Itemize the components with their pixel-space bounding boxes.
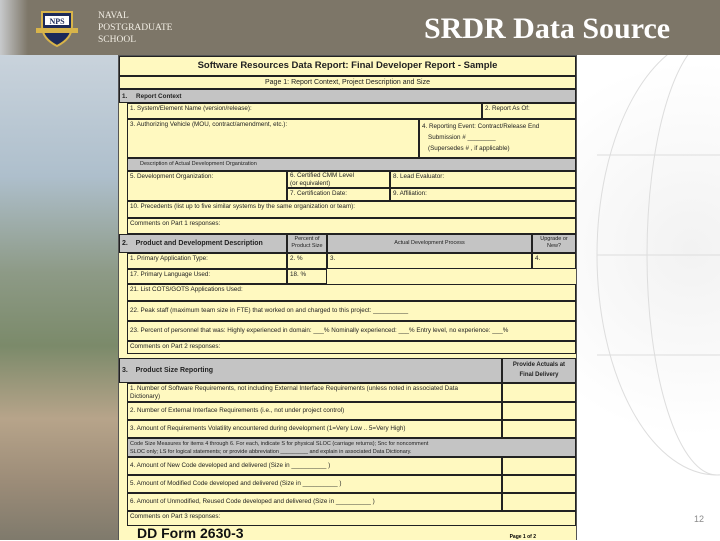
field-personnel-experience[interactable]: 23. Percent of personnel that was: Highly experienced in domain: ___% Nominally experienced: ___% Entry level, no experience: ___%	[127, 321, 576, 341]
value-ext-interface[interactable]	[502, 402, 576, 420]
field-dev-process[interactable]: 3.	[327, 253, 532, 269]
form-number: DD Form 2630-3	[137, 525, 244, 541]
field-modified-code: 5. Amount of Modified Code developed and delivered (Size in __________ )	[127, 475, 502, 493]
campus-photo	[0, 55, 118, 540]
field-reused-code: 6. Amount of Unmodified, Reused Code developed and delivered (Size in __________ )	[127, 493, 502, 511]
field-cmm-level[interactable]: 6. Certified CMM Level (or equivalent)	[287, 171, 390, 188]
field-app-type[interactable]: 1. Primary Application Type:	[127, 253, 287, 269]
field-cots[interactable]: 21. List COTS/GOTS Applications Used:	[127, 284, 576, 301]
field-cert-date[interactable]: 7. Certification Date:	[287, 188, 390, 201]
field-authorizing-vehicle[interactable]: 3. Authorizing Vehicle (MOU, contract/amendment, etc.):	[127, 119, 419, 158]
slide-number: 12	[694, 514, 705, 524]
field-language-percent[interactable]: 18. %	[287, 269, 327, 284]
svg-text:NPS: NPS	[49, 17, 65, 26]
value-reused-code[interactable]	[502, 493, 576, 511]
slide-title: SRDR Data Source	[424, 12, 671, 45]
field-upgrade[interactable]: 4.	[532, 253, 576, 269]
form-footer	[119, 526, 576, 540]
field-affiliation[interactable]: 9. Affiliation:	[390, 188, 576, 201]
field-ext-interface: 2. Number of External Interface Requirements (i.e., not under project control)	[127, 402, 502, 420]
slide-header	[0, 0, 720, 55]
field-volatility: 3. Amount of Requirements Volatility encountered during development (1=Very Low .. 5=Very High)	[127, 420, 502, 438]
section-1-header: 1. Report Context	[119, 89, 576, 103]
field-part2-comments[interactable]: Comments on Part 2 responses:	[127, 341, 576, 354]
section-3-header: 3. Product Size Reporting	[119, 358, 502, 383]
value-modified-code[interactable]	[502, 475, 576, 493]
field-precedents[interactable]: 10. Precedents (list up to five similar systems by the same organization or team):	[127, 201, 576, 218]
field-peak-staff[interactable]: 22. Peak staff (maximum team size in FTE) that worked on and charged to this project: __________	[127, 301, 576, 321]
dev-process-header: Actual Development Process	[327, 234, 532, 253]
page-heading: Page 1: Report Context, Project Description and Size	[119, 76, 576, 89]
srdr-form	[118, 55, 577, 540]
field-part3-comments[interactable]: Comments on Part 3 responses:	[127, 511, 576, 526]
actuals-header: Provide Actuals at Final Delivery	[502, 358, 576, 383]
field-lead-evaluator[interactable]: 8. Lead Evaluator:	[390, 171, 576, 188]
value-volatility[interactable]	[502, 420, 576, 438]
field-sw-requirements: 1. Number of Software Requirements, not including External Interface Requirements (unless noted in associated Data Dictionary)	[127, 383, 502, 402]
field-dev-org[interactable]: 5. Development Organization:	[127, 171, 287, 201]
form-title: Software Resources Data Report: Final Developer Report - Sample	[119, 56, 576, 76]
value-new-code[interactable]	[502, 457, 576, 475]
field-reporting-event[interactable]: 4. Reporting Event: Contract/Release End Submission # ________ (Supersedes # , if applicable)	[419, 119, 576, 158]
globe-background	[577, 55, 720, 540]
value-sw-requirements[interactable]	[502, 383, 576, 402]
dev-org-subheader: Description of Actual Development Organization	[127, 158, 576, 171]
field-app-percent[interactable]: 2. %	[287, 253, 327, 269]
field-language[interactable]: 17. Primary Language Used:	[127, 269, 287, 284]
form-page: Page 1 of 2	[509, 534, 536, 540]
field-new-code: 4. Amount of New Code developed and delivered (Size in __________ )	[127, 457, 502, 475]
code-size-note: Code Size Measures for items 4 through 6. For each, indicate S for physical SLOC (carriage returns); Snc for noncomment SLOC only; LS for logical statements; or provide abbreviation _________ and explain in associated Data Dictionary.	[127, 438, 576, 457]
field-report-as-of[interactable]: 2. Report As Of:	[482, 103, 576, 119]
field-system-name[interactable]: 1. System/Element Name (version/release):	[127, 103, 482, 119]
percent-size-header: Percent of Product Size	[287, 234, 327, 253]
upgrade-header: Upgrade or New?	[532, 234, 576, 253]
nps-logo	[34, 8, 80, 48]
school-name: NAVAL POSTGRADUATE SCHOOL	[98, 11, 173, 45]
field-part1-comments[interactable]: Comments on Part 1 responses:	[127, 218, 576, 234]
section-2-header: 2. Product and Development Description	[119, 234, 287, 253]
